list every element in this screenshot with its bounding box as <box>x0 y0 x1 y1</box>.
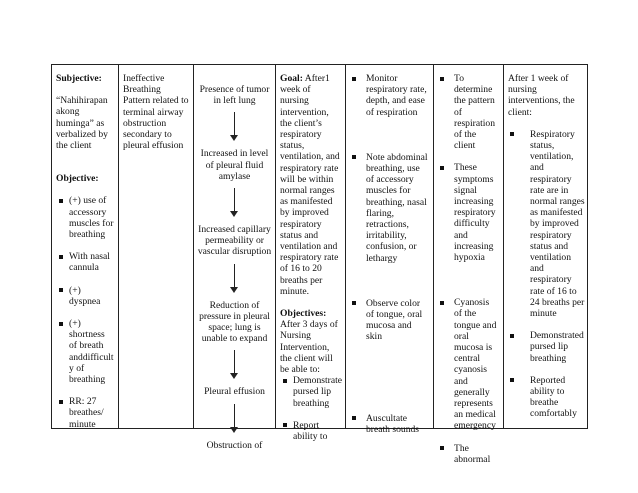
evaluation-intro: After 1 week of nursing interventions, the client: <box>508 73 575 118</box>
flow-step: Pleural effusion <box>204 386 265 398</box>
list-item: Note abdominal breathing, use of accessory muscles for breathing, nasal flaring, retractions, irritability, confusion, or lethargy <box>350 152 429 264</box>
interventions-column <box>346 65 434 435</box>
bullet-icon <box>440 301 444 305</box>
bullet-icon <box>440 77 444 81</box>
list-item: These symptoms signal increasing respiratory difficulty and increasing hypoxia <box>438 162 499 263</box>
bullet-icon <box>59 288 63 292</box>
list-item: Cyanosis of the tongue and oral mucosa is central cyanosis and generally represents an medical emergency <box>438 297 499 431</box>
flow-step: Increased capillary permeability or vascular disruption <box>197 224 272 258</box>
list-item: With nasal cannula <box>56 251 114 273</box>
evaluation-list <box>508 129 585 420</box>
list-item: Monitor respiratory rate, depth, and ease of respiration <box>350 73 429 118</box>
bullet-icon <box>59 255 63 259</box>
pathophysiology-column <box>194 65 276 451</box>
list-item: Reported ability to breathe comfortably <box>508 375 585 420</box>
list-item: RR: 27 breathes/ minute <box>56 396 114 430</box>
bullet-icon <box>59 322 63 326</box>
down-arrow-icon <box>229 350 240 380</box>
bullet-icon <box>352 416 356 420</box>
list-item: (+) shortness of breath anddifficult y of breathing <box>56 318 114 385</box>
rationale-list <box>438 73 499 465</box>
list-item: Observe color of tongue, oral mucosa and skin <box>350 298 429 343</box>
flow-step: Reduction of pressure in pleural space; lung is unable to expand <box>199 299 270 345</box>
objectives-list <box>280 375 341 442</box>
bullet-icon <box>352 301 356 305</box>
flow-step: Obstruction of <box>206 439 263 451</box>
goal-label: Goal: <box>280 73 303 84</box>
bullet-icon <box>510 378 514 382</box>
care-plan-table <box>51 64 588 465</box>
list-item: Report ability to <box>280 420 341 442</box>
goal-paragraph <box>280 73 341 297</box>
bullet-icon <box>352 155 356 159</box>
subjective-heading: Subjective: <box>56 73 102 84</box>
down-arrow-icon <box>229 188 240 218</box>
evaluation-column <box>504 65 589 428</box>
bullet-icon <box>59 400 63 404</box>
down-arrow-icon <box>229 264 240 294</box>
list-item: (+) dyspnea <box>56 285 114 307</box>
bullet-icon <box>510 132 514 136</box>
rationale-column <box>434 65 504 465</box>
list-item: Respiratory status, ventilation, and respiratory rate are in normal ranges as manifested by improved respiratory status and ventilation and respiratory rate of 16 to 24 breaths per minute <box>508 129 585 319</box>
bullet-icon <box>352 77 356 81</box>
assessment-column <box>52 65 119 428</box>
bullet-icon <box>283 379 287 383</box>
flow-step: Increased in level of pleural fluid amylase <box>200 148 269 182</box>
down-arrow-icon <box>229 112 240 142</box>
list-item: Demonstrate pursed lip breathing <box>280 375 341 409</box>
diagnosis-column <box>119 65 194 428</box>
list-item: The abnormal <box>438 443 499 465</box>
objectives-text: After 3 days of Nursing Intervention, the client will be able to: <box>280 319 338 376</box>
goal-text: After1 week of nursing intervention, the client’s respiratory status, ventilation, and respiratory rate will be within normal ranges as manifested by improved respiratory status and ventilation and respiratory rate of 16 to 20 breaths per minute. <box>280 73 340 297</box>
objective-list <box>56 195 114 429</box>
list-item: Demonstrated pursed lip breathing <box>508 330 585 364</box>
list-item: To determine the pattern of respiration of the client <box>438 73 499 151</box>
objectives-label: Objectives: <box>280 308 327 320</box>
down-arrow-icon <box>229 404 240 434</box>
bullet-icon <box>59 199 63 203</box>
bullet-icon <box>440 446 444 450</box>
subjective-quote: “Nahihirapan akong huminga” as verbalized by the client <box>56 95 108 152</box>
interventions-list <box>350 73 429 435</box>
objective-heading: Objective: <box>56 173 99 185</box>
bullet-icon <box>283 423 287 427</box>
flow-step: Presence of tumor in left lung <box>199 84 270 107</box>
diagnosis-text: Ineffective Breathing Pattern related to terminal airway obstruction secondary to pleural effusion <box>123 73 189 152</box>
list-item: Auscultate breath sounds <box>350 413 429 435</box>
list-item: (+) use of accessory muscles for breathing <box>56 195 114 240</box>
bullet-icon <box>440 166 444 170</box>
planning-column <box>276 65 346 443</box>
bullet-icon <box>510 334 514 338</box>
